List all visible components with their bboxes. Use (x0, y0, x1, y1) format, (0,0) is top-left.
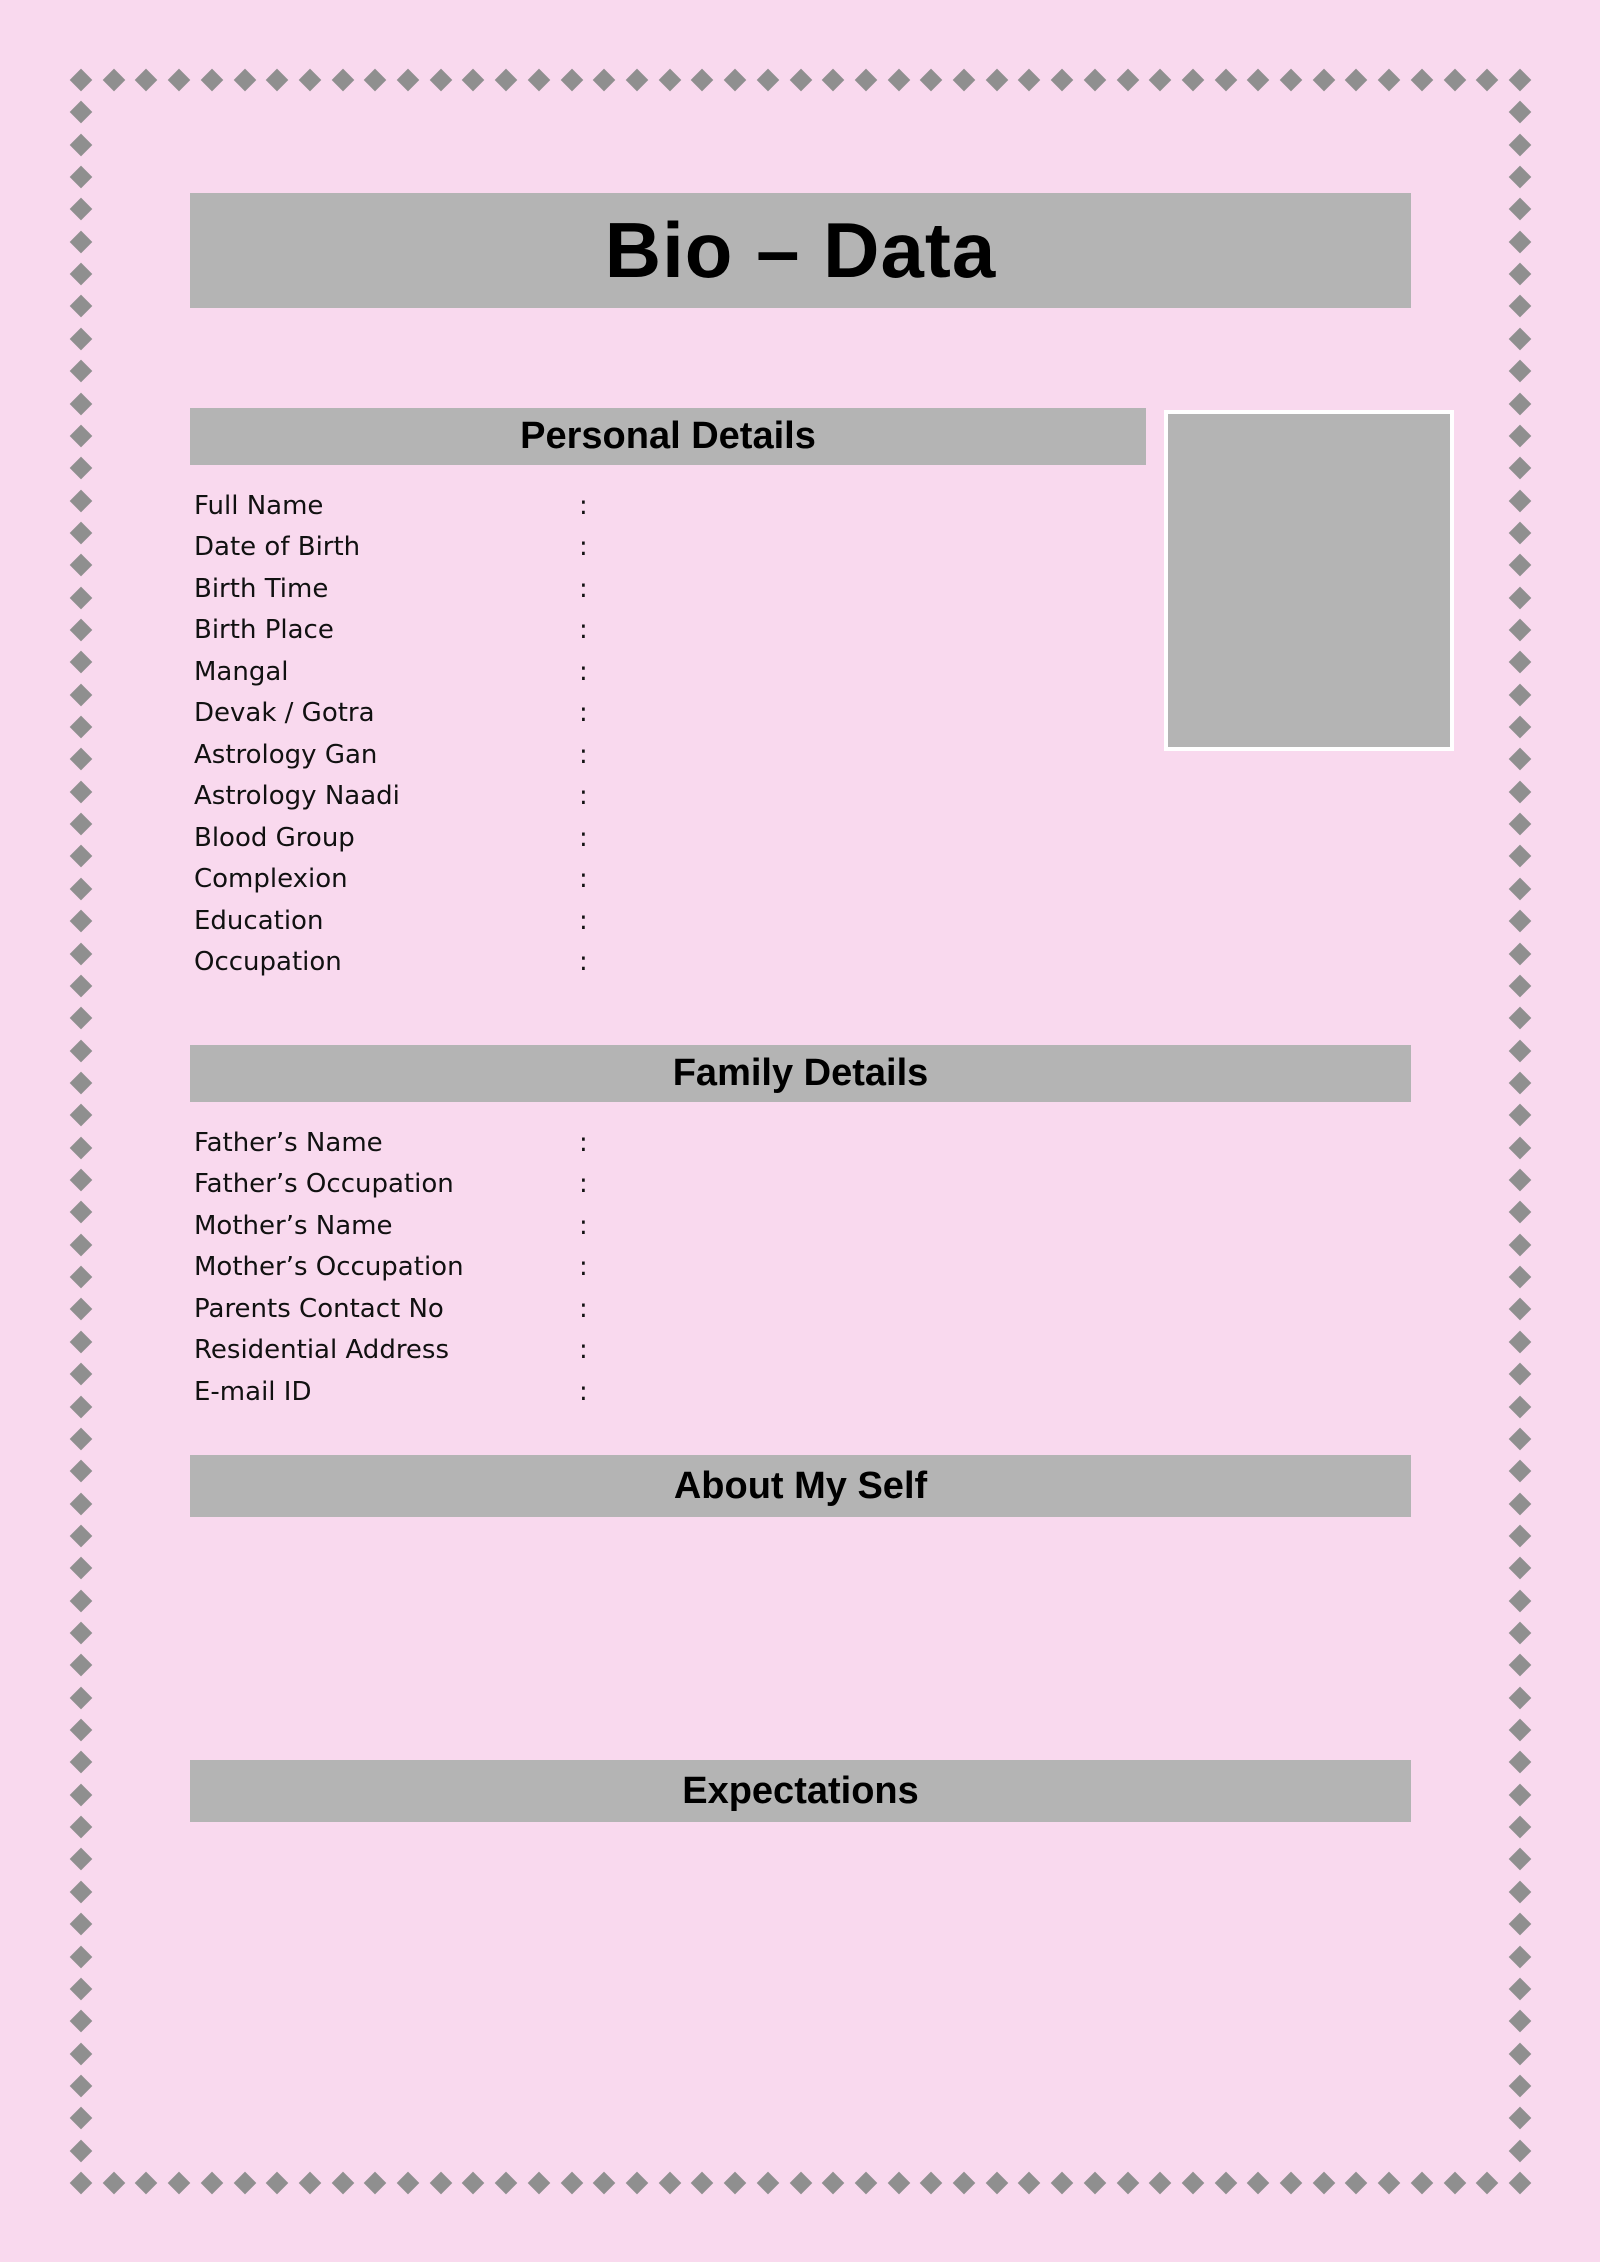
border-diamond (364, 2172, 387, 2195)
border-diamond (1509, 392, 1532, 415)
border-diamond (70, 942, 93, 965)
border-diamond (1378, 2172, 1401, 2195)
border-diamond (1509, 1880, 1532, 1903)
field-blood-group: Blood Group : (194, 822, 588, 853)
field-mothers-occupation: Mother’s Occupation : (194, 1252, 588, 1283)
border-diamond (1247, 69, 1270, 92)
field-full-name: Full Name : (194, 490, 588, 521)
border-diamond (1509, 1589, 1532, 1612)
border-diamond (331, 69, 354, 92)
border-diamond (70, 1589, 93, 1612)
border-diamond (1509, 328, 1532, 351)
border-diamond (1509, 2172, 1532, 2195)
family-details-heading: Family Details (672, 1052, 929, 1094)
title-bar (190, 193, 1411, 308)
border-diamond (1149, 2172, 1172, 2195)
border-diamond (1247, 2172, 1270, 2195)
border-diamond (1509, 230, 1532, 253)
border-diamond (1509, 910, 1532, 933)
border-diamond (756, 69, 779, 92)
border-diamond (70, 489, 93, 512)
border-diamond (626, 69, 649, 92)
border-diamond (70, 1751, 93, 1774)
border-diamond (70, 2010, 93, 2033)
border-diamond (70, 1169, 93, 1192)
border-diamond (1509, 457, 1532, 480)
border-diamond (1345, 2172, 1368, 2195)
border-diamond (1509, 619, 1532, 642)
border-diamond (102, 69, 125, 92)
expectations-header (190, 1760, 1411, 1822)
border-diamond (299, 2172, 322, 2195)
field-birth-time: Birth Time : (194, 573, 588, 604)
personal-details-heading: Personal Details (520, 415, 816, 457)
field-astrology-naadi: Astrology Naadi : (194, 781, 588, 812)
border-diamond (397, 69, 420, 92)
border-diamond (70, 1492, 93, 1515)
border-diamond (70, 2172, 93, 2195)
border-diamond (70, 1525, 93, 1548)
border-diamond (70, 1978, 93, 2001)
border-diamond (70, 1395, 93, 1418)
border-diamond (985, 69, 1008, 92)
border-diamond (1084, 2172, 1107, 2195)
border-diamond (70, 1428, 93, 1451)
border-diamond (1509, 1201, 1532, 1224)
border-diamond (1509, 1783, 1532, 1806)
border-diamond (70, 360, 93, 383)
border-diamond (135, 2172, 158, 2195)
border-diamond (70, 166, 93, 189)
border-diamond (1182, 2172, 1205, 2195)
border-diamond (135, 69, 158, 92)
border-diamond (70, 1719, 93, 1742)
border-diamond (1509, 1104, 1532, 1127)
border-diamond (1509, 1492, 1532, 1515)
border-diamond (1509, 845, 1532, 868)
border-diamond (1509, 1686, 1532, 1709)
personal-details-header (190, 408, 1146, 465)
field-mothers-name: Mother’s Name : (194, 1210, 588, 1241)
border-diamond (1509, 716, 1532, 739)
field-fathers-name: Father’s Name : (194, 1127, 588, 1158)
border-diamond (200, 69, 223, 92)
border-diamond (528, 2172, 551, 2195)
border-diamond (1509, 683, 1532, 706)
border-diamond (1051, 69, 1074, 92)
border-diamond (1509, 1039, 1532, 1062)
border-diamond (560, 69, 583, 92)
border-diamond (1509, 1136, 1532, 1159)
border-diamond (1509, 2042, 1532, 2065)
border-diamond (70, 2107, 93, 2130)
border-diamond (70, 910, 93, 933)
border-diamond (724, 69, 747, 92)
about-heading: About My Self (673, 1464, 928, 1507)
border-diamond (822, 69, 845, 92)
border-diamond (528, 69, 551, 92)
border-diamond (70, 554, 93, 577)
about-header (190, 1455, 1411, 1517)
border-diamond (70, 425, 93, 448)
border-diamond (1509, 1622, 1532, 1645)
border-diamond (1509, 69, 1532, 92)
border-diamond (1509, 425, 1532, 448)
border-diamond (1443, 69, 1466, 92)
border-diamond (70, 619, 93, 642)
border-diamond (1509, 1007, 1532, 1030)
border-diamond (1280, 69, 1303, 92)
border-diamond (593, 69, 616, 92)
border-diamond (462, 2172, 485, 2195)
border-diamond (1509, 1848, 1532, 1871)
border-diamond (1312, 2172, 1335, 2195)
border-diamond (70, 1201, 93, 1224)
page-title: Bio – Data (604, 206, 997, 294)
border-diamond (70, 1330, 93, 1353)
border-diamond (70, 1007, 93, 1030)
expectations-heading: Expectations (682, 1769, 919, 1812)
border-diamond (70, 198, 93, 221)
border-diamond (70, 1363, 93, 1386)
border-diamond (1509, 1978, 1532, 2001)
border-diamond (1509, 1460, 1532, 1483)
border-diamond (920, 69, 943, 92)
border-diamond (1312, 69, 1335, 92)
field-fathers-occupation: Father’s Occupation : (194, 1169, 588, 1200)
border-diamond (495, 2172, 518, 2195)
border-diamond (920, 2172, 943, 2195)
border-diamond (1018, 69, 1041, 92)
border-diamond (1509, 133, 1532, 156)
border-diamond (1476, 69, 1499, 92)
about-text[interactable] (194, 1530, 1404, 1750)
border-diamond (233, 69, 256, 92)
border-diamond (233, 2172, 256, 2195)
border-diamond (1509, 2010, 1532, 2033)
border-diamond (1509, 1266, 1532, 1289)
border-diamond (1345, 69, 1368, 92)
border-diamond (560, 2172, 583, 2195)
border-diamond (1411, 69, 1434, 92)
border-diamond (70, 1460, 93, 1483)
border-diamond (1509, 101, 1532, 124)
border-diamond (1509, 360, 1532, 383)
border-diamond (70, 1072, 93, 1095)
border-diamond (1411, 2172, 1434, 2195)
border-diamond (331, 2172, 354, 2195)
border-diamond (70, 813, 93, 836)
border-diamond (70, 845, 93, 868)
border-diamond (626, 2172, 649, 2195)
border-diamond (1509, 1913, 1532, 1936)
family-details-list (194, 1122, 799, 1413)
border-diamond (70, 101, 93, 124)
border-diamond (1214, 69, 1237, 92)
border-diamond (1378, 69, 1401, 92)
border-diamond (1116, 2172, 1139, 2195)
border-diamond (1476, 2172, 1499, 2195)
border-diamond (1509, 1428, 1532, 1451)
field-birth-place: Birth Place : (194, 615, 588, 646)
border-diamond (1509, 1557, 1532, 1580)
border-diamond (658, 69, 681, 92)
field-email-id: E-mail ID : (194, 1376, 588, 1407)
border-diamond (953, 69, 976, 92)
border-diamond (1443, 2172, 1466, 2195)
border-diamond (70, 1266, 93, 1289)
border-diamond (1509, 1654, 1532, 1677)
border-diamond (1509, 166, 1532, 189)
border-diamond (1509, 295, 1532, 318)
border-diamond (70, 457, 93, 480)
border-diamond (887, 69, 910, 92)
border-diamond (70, 1783, 93, 1806)
border-diamond (70, 716, 93, 739)
border-diamond (1509, 522, 1532, 545)
border-diamond (1509, 2139, 1532, 2162)
border-diamond (1509, 1719, 1532, 1742)
border-diamond (70, 1039, 93, 1062)
border-diamond (70, 586, 93, 609)
border-diamond (70, 263, 93, 286)
border-diamond (1509, 489, 1532, 512)
border-diamond (1509, 651, 1532, 674)
border-diamond (299, 69, 322, 92)
border-diamond (70, 780, 93, 803)
border-diamond (429, 69, 452, 92)
border-diamond (1509, 1169, 1532, 1192)
border-diamond (1509, 813, 1532, 836)
border-diamond (70, 1913, 93, 1936)
border-diamond (887, 2172, 910, 2195)
border-diamond (1509, 586, 1532, 609)
border-diamond (1509, 878, 1532, 901)
border-diamond (1509, 1298, 1532, 1321)
border-diamond (1509, 780, 1532, 803)
field-residential-address: Residential Address : (194, 1335, 588, 1366)
border-diamond (70, 683, 93, 706)
border-diamond (70, 328, 93, 351)
border-diamond (1509, 2075, 1532, 2098)
border-diamond (70, 2042, 93, 2065)
border-diamond (70, 230, 93, 253)
field-complexion: Complexion : (194, 864, 588, 895)
border-diamond (1116, 69, 1139, 92)
border-diamond (985, 2172, 1008, 2195)
border-diamond (70, 1816, 93, 1839)
border-diamond (102, 2172, 125, 2195)
field-date-of-birth: Date of Birth : (194, 532, 588, 563)
border-diamond (70, 1945, 93, 1968)
field-astrology-gan: Astrology Gan : (194, 739, 588, 770)
border-diamond (1509, 1072, 1532, 1095)
border-diamond (168, 69, 191, 92)
border-diamond (70, 295, 93, 318)
border-diamond (70, 1557, 93, 1580)
border-diamond (724, 2172, 747, 2195)
photo-placeholder[interactable] (1164, 410, 1454, 751)
border-diamond (70, 651, 93, 674)
border-diamond (1509, 198, 1532, 221)
border-diamond (70, 748, 93, 771)
border-diamond (691, 2172, 714, 2195)
border-diamond (70, 1654, 93, 1677)
border-diamond (1084, 69, 1107, 92)
border-diamond (658, 2172, 681, 2195)
expectations-text[interactable] (194, 1835, 1404, 2115)
border-diamond (70, 133, 93, 156)
border-diamond (266, 2172, 289, 2195)
border-diamond (855, 2172, 878, 2195)
border-diamond (70, 69, 93, 92)
border-diamond (1509, 1945, 1532, 1968)
border-diamond (1509, 942, 1532, 965)
border-diamond (168, 2172, 191, 2195)
border-diamond (1509, 2107, 1532, 2130)
border-diamond (495, 69, 518, 92)
border-diamond (1182, 69, 1205, 92)
border-diamond (1214, 2172, 1237, 2195)
border-diamond (1280, 2172, 1303, 2195)
border-diamond (70, 975, 93, 998)
border-diamond (70, 392, 93, 415)
family-details-header (190, 1045, 1411, 1102)
border-diamond (789, 69, 812, 92)
border-diamond (70, 1104, 93, 1127)
border-diamond (593, 2172, 616, 2195)
border-diamond (1509, 1525, 1532, 1548)
border-diamond (1509, 554, 1532, 577)
border-diamond (1149, 69, 1172, 92)
border-diamond (1509, 748, 1532, 771)
border-diamond (200, 2172, 223, 2195)
personal-details-list (194, 485, 799, 983)
border-diamond (1509, 1816, 1532, 1839)
border-diamond (822, 2172, 845, 2195)
border-diamond (462, 69, 485, 92)
border-diamond (429, 2172, 452, 2195)
border-diamond (364, 69, 387, 92)
border-diamond (789, 2172, 812, 2195)
border-diamond (70, 1136, 93, 1159)
border-diamond (70, 878, 93, 901)
border-diamond (691, 69, 714, 92)
border-diamond (70, 1233, 93, 1256)
border-diamond (70, 1848, 93, 1871)
border-diamond (1509, 1330, 1532, 1353)
border-diamond (1509, 1751, 1532, 1774)
border-diamond (1051, 2172, 1074, 2195)
border-diamond (397, 2172, 420, 2195)
border-diamond (756, 2172, 779, 2195)
border-diamond (953, 2172, 976, 2195)
field-mangal: Mangal : (194, 656, 588, 687)
border-diamond (70, 1880, 93, 1903)
border-diamond (1509, 1363, 1532, 1386)
field-devak-gotra: Devak / Gotra : (194, 698, 588, 729)
border-diamond (1018, 2172, 1041, 2195)
field-occupation: Occupation : (194, 947, 588, 978)
field-parents-contact-no: Parents Contact No : (194, 1293, 588, 1324)
border-diamond (70, 522, 93, 545)
border-diamond (70, 2139, 93, 2162)
border-diamond (70, 1686, 93, 1709)
border-diamond (70, 1622, 93, 1645)
border-diamond (1509, 1395, 1532, 1418)
border-diamond (855, 69, 878, 92)
border-diamond (266, 69, 289, 92)
border-diamond (70, 2075, 93, 2098)
border-diamond (1509, 263, 1532, 286)
border-diamond (70, 1298, 93, 1321)
border-diamond (1509, 975, 1532, 998)
border-diamond (1509, 1233, 1532, 1256)
field-education: Education : (194, 905, 588, 936)
